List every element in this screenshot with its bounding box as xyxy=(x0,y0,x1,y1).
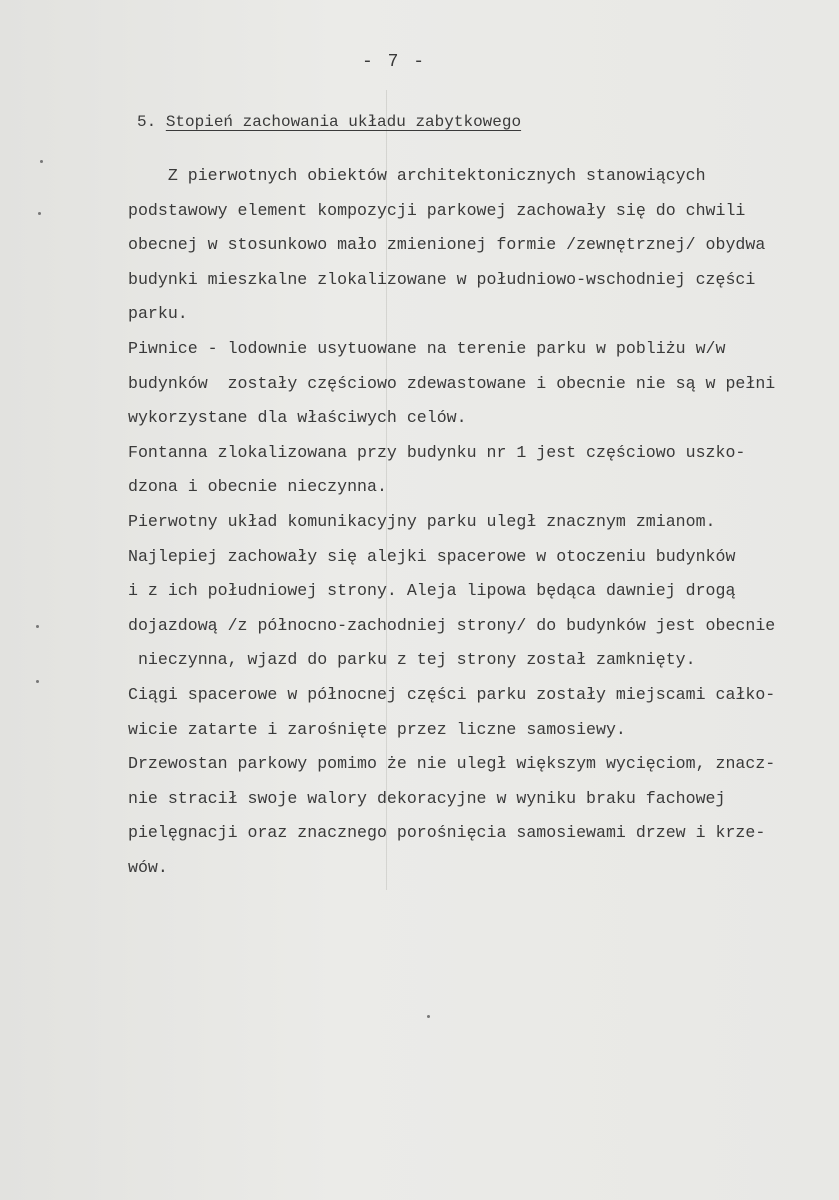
text-line: parku. xyxy=(128,304,188,324)
text-line: Piwnice - lodownie usytuowane na terenie parku w pobliżu w/w xyxy=(128,339,726,358)
text-line: Fontanna zlokalizowana przy budynku nr 1 jest częściowo uszko- xyxy=(128,442,746,462)
text-line: podstawowy element kompozycji parkowej zachowały się do chwili xyxy=(128,200,746,220)
text-line: dzona i obecnie nieczynna. xyxy=(128,477,387,497)
section-heading xyxy=(137,113,521,131)
text-line: pielęgnacji oraz znacznego porośnięcia samosiewami drzew i krze- xyxy=(128,823,766,843)
text-line: Z pierwotnych obiektów architektonicznych stanowiących xyxy=(128,166,706,185)
text-line: Drzewostan parkowy pomimo że nie uległ większym wycięciom, znacz- xyxy=(128,754,776,774)
text-line: obecnej w stosunkowo mało zmienionej formie /zewnętrznej/ obydwa xyxy=(128,235,766,255)
text-line: nieczynna, wjazd do parku z tej strony został zamknięty. xyxy=(128,650,696,670)
margin-speck xyxy=(38,212,41,215)
margin-speck xyxy=(36,625,39,628)
text-line: budynki mieszkalne zlokalizowane w południowo-wschodniej części xyxy=(128,269,756,289)
section-title: Stopień zachowania układu zabytkowego xyxy=(165,113,522,131)
text-line: Ciągi spacerowe w północnej części parku zostały miejscami całko- xyxy=(128,685,776,704)
page-speck xyxy=(427,1015,430,1018)
margin-speck xyxy=(36,680,39,683)
text-line: wykorzystane dla właściwych celów. xyxy=(128,408,467,428)
section-number: 5. xyxy=(137,113,157,131)
margin-speck xyxy=(40,160,43,163)
page-number: - 7 - xyxy=(362,52,427,72)
text-line: i z ich południowej strony. Aleja lipowa będąca dawniej drogą xyxy=(128,581,736,601)
text-line: nie stracił swoje walory dekoracyjne w wyniku braku fachowej xyxy=(128,788,726,808)
text-line: dojazdową /z północno-zachodniej strony/ do budynków jest obecnie xyxy=(128,615,776,635)
text-line: budynków zostały częściowo zdewastowane i obecnie nie są w pełni xyxy=(128,373,776,393)
text-line: Pierwotny układ komunikacyjny parku uległ znacznym zmianom. xyxy=(128,512,716,531)
text-line: wicie zatarte i zarośnięte przez liczne samosiewy. xyxy=(128,719,626,739)
text-line: wów. xyxy=(128,858,168,877)
text-line: Najlepiej zachowały się alejki spacerowe w otoczeniu budynków xyxy=(128,546,736,566)
